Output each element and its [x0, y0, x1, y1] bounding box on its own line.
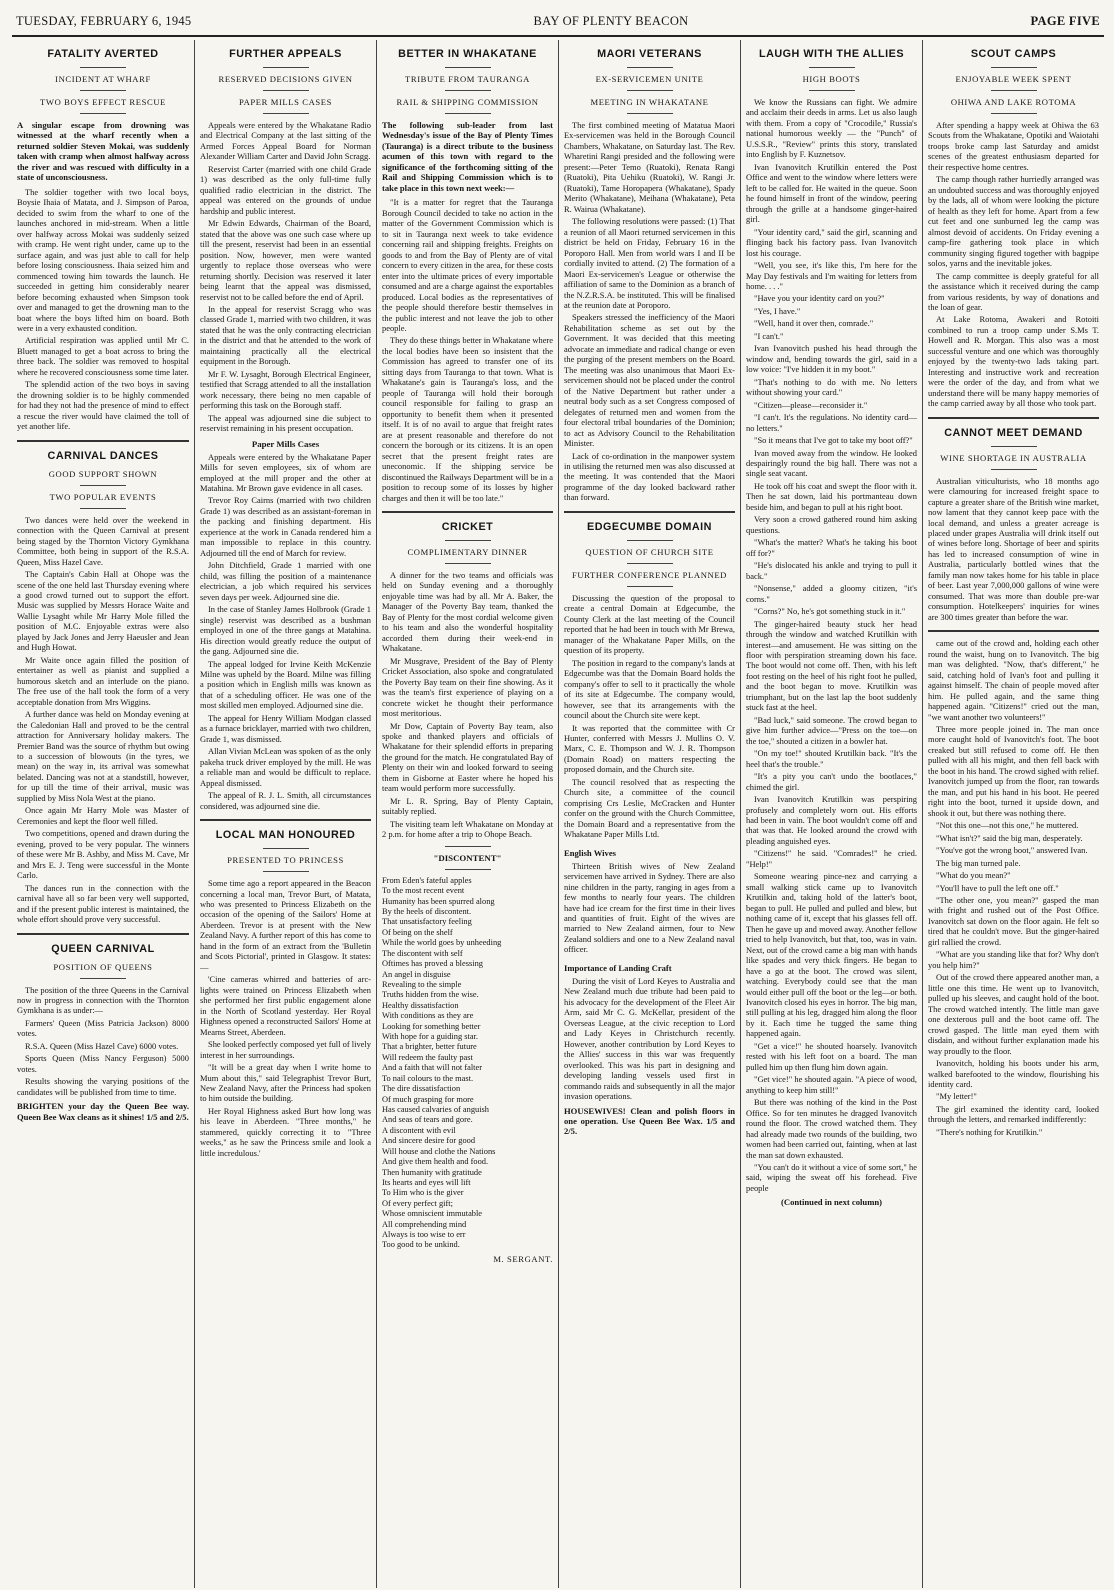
article-body-maori — [564, 120, 735, 503]
headline-fatality-averted: FATALITY AVERTED — [47, 48, 159, 60]
poem-line: To nail colours to the mast. — [382, 1073, 474, 1083]
housewives-ad: HOUSEWIVES! Clean and polish floors in one operation. Use Queen Bee Wax. 1/5 and 2/5. — [564, 1105, 735, 1137]
poem-line: And give them health and food. — [382, 1157, 489, 1167]
paragraph: Mr Dow, Captain of Poverty Bay team, also spoke and thanked players and officials of Whakatane for their splendid efforts in preparing the ground for the match. He congratulated Bay of Plenty on their win and looked forward to seeing them in Gisborne at Easter where he hoped his team would perform more successfully. — [382, 720, 553, 794]
paragraph: "Have you your identity card on you?" — [754, 293, 885, 304]
paragraph: The first combined meeting of Matatua Maori Ex-servicemen was held in the Borough Council Chambers, Whakatane, on Saturday last. The Rev. Wharetini Rangi presided and the following were present:—Peter Temo (Ruatoki), Renata Rangi (Ruatoki), Pita Uehiku (Ruatoki), W. Rangi Jr. (Ruatoki), Tame Horopapera (Whakatane), Spady Merito (Whakatane), Meihana (Whakatane), Peta R. Wairua (Whakatane). — [564, 120, 735, 214]
article-body-laugh-continued — [928, 638, 1099, 1137]
paragraph: "I can't. It's the regulations. No identity card—no letters." — [746, 412, 917, 433]
poem-line: A discontent with evil — [382, 1125, 456, 1135]
queen-bee-ad: BRIGHTEN your day the Queen Bee way. Queen Bee Wax cleans as it shines! 1/5 and 2/5. — [17, 1101, 189, 1122]
poem-line: Then humanity with gratitude — [382, 1167, 482, 1177]
poem-discontent — [382, 876, 553, 1251]
paragraph: At Lake Rotoma, Awakeri and Rotoiti combined to run a troop camp under S.Ms T. Howell and R. Morgan. This also was a most successful venture and one which was thoroughly enjoyed by the twenty-two lads taking part. Interesting and instructive work and recreation were the order of the day, and from what we understand there will be many happy memories of the camp carried away by all those who took part. — [928, 314, 1099, 409]
paragraph: "Well, you see, it's like this, I'm here for the May Day festivals and I'm waiting for letters from home. . . ." — [746, 260, 917, 291]
poem-line: Humanity has been spurred along — [382, 896, 495, 906]
paragraph: R.S.A. Queen (Miss Hazel Cave) 6000 votes. — [25, 1040, 179, 1051]
poem-line: Has caused calvaries of anguish — [382, 1104, 489, 1114]
paragraph: Discussing the question of the proposal to create a central Domain at Edgecumbe, the County Clerk at the last meeting of the Council reported that he had been in touch with Mr Brewa, manager of the Whakatane Paper Mills, on the question of its property. — [564, 592, 735, 656]
poem-line: Too good to be unkind. — [382, 1240, 460, 1250]
column-3 — [376, 40, 558, 1588]
paragraph: "What do you mean?" — [936, 870, 1011, 881]
paragraph: Ivanovitch, holding his boots under his arm, walked barefooted to the window, flourishing his identity card. — [928, 1058, 1099, 1089]
paragraph: Mr Musgrave, President of the Bay of Plenty Cricket Association, also spoke and congratulated the Poverty Bay team on their fine showing. As it was the team's first experience of playing on a concrete wicket he thought their performance most meritorious. — [382, 655, 553, 719]
headline-further-appeals: FURTHER APPEALS — [229, 48, 342, 60]
paragraph: We know the Russians can fight. We admire and acclaim their deeds in arms. Let us also laugh with them. From a copy of "Crocodile," Russia's national humorous weekly — the "Punch" of U.S.S.R., "Review" prints this story, translated into English by F. Kuznetsov. — [746, 97, 917, 160]
paragraph: came out of the crowd and, holding each other round the waist, hung on to Ivanovitch. The big man was delighted. "Now, that's different," he said, catching hold of Ivan's foot and pulling it against himself. The chain of people moved after him. He pulled again, and the same thing happened again. "Citizens!" cried out the man, "we want another two volunteers!" — [928, 638, 1099, 722]
paragraph: "Citizen—please—reconsider it." — [754, 399, 868, 410]
poem-line: Of every perfect gift; — [382, 1198, 453, 1208]
headline-cricket: CRICKET — [441, 520, 494, 533]
column-6 — [922, 40, 1104, 1588]
article-body-edgecumbe — [564, 593, 735, 840]
paragraph: "You'll have to pull the left one off." — [936, 882, 1059, 893]
paragraph: The position of the three Queens in the Carnival now in progress in connection with the Thornton Gymkhana is as under:— — [17, 984, 189, 1016]
headline-carnival-dances: CARNIVAL DANCES — [47, 449, 159, 462]
paragraph: Farmers' Queen (Miss Patricia Jackson) 8000 votes. — [17, 1017, 189, 1039]
paragraph: Artificial respiration was applied until Mr C. Bluett managed to get a boat across to bring the three back. The soldier was removed to hospital where he recovered consciousness some time later. — [17, 335, 189, 377]
subhead-presented-to-princess: PRESENTED TO PRINCESS — [227, 855, 344, 866]
paragraph: Ivan Ivanovitch Krutilkin was perspiring profusely and completely worn out. His efforts had been in vain. The boot wouldn't come off and that was that. He looked around the crowd with pleading anguished eyes. — [746, 794, 917, 846]
section-english-wives: English Wives — [564, 847, 616, 858]
poem-line: Of being on the shelf — [382, 927, 453, 937]
paragraph: "There's nothing for Krutilkin." — [936, 1126, 1043, 1137]
poem-line: Of much grasping for more — [382, 1094, 474, 1104]
article-body-local — [200, 878, 371, 1158]
paragraph: During the visit of Lord Keyes to Australia and New Zealand much due tribute had been paid to his advocacy for the development of the Fleet Air Arm, said Mr C. G. McKellar, president of the Overseas League, at the civic reception to Lord and Lady Keyes in Christchurch recently. However, another contribution by Lord Keyes to the Allies' success in this war was frequently overlooked. This was his part in designing and developing landing vessels used first in commando raids and subsequently in all the major invasion operations. — [564, 975, 735, 1102]
paragraph: Trevor Roy Cairns (married with two children Grade 1) was described as an assistant-foreman in the packing and finishing department. His experience at the work in Canada rendered him a man impossible to replace in this country. Adjourned till the end of March for review. — [200, 495, 371, 558]
article-body-scout — [928, 120, 1099, 409]
poem-line: The dire dissatisfaction — [382, 1084, 461, 1094]
poem-line: With conditions as they are — [382, 1011, 474, 1021]
headline-better-in-whakatane: BETTER IN WHAKATANE — [398, 48, 537, 60]
poem-line: Looking for something better — [382, 1021, 481, 1031]
paragraph: The appeal for Henry William Modgan classed as a furnace bricklayer, married with two children, Grade 1, was dismissed. — [200, 712, 371, 744]
poem-title: "DISCONTENT" — [433, 852, 502, 863]
paragraph: The girl examined the identity card, looked through the letters, and remarked indifferently: — [928, 1103, 1099, 1125]
subhead-good-support: GOOD SUPPORT SHOWN — [48, 468, 158, 479]
paragraph: She looked perfectly composed yet full of lively interest in her surroundings. — [200, 1039, 371, 1060]
paragraph: "The other one, you mean?" gasped the man with fright and rushed out of the Post Office. Ivanovitch sat down on the floor again. He felt so tired that he couldn't move. But the ginger-haired girl rallied the crowd. — [928, 895, 1099, 947]
column-1 — [12, 40, 194, 1588]
headline-laugh-with-allies: LAUGH WITH THE ALLIES — [758, 48, 905, 60]
paragraph: Allan Vivian McLean was spoken of as the only pakeha truck driver employed by the mill. He was a reliable man and would be difficult to replace. Appeal dismissed. — [200, 746, 371, 788]
poem-line: With hope for a guiding star. — [382, 1032, 478, 1042]
paragraph: "What's the matter? What's he taking his boot off for?" — [746, 537, 917, 558]
paragraph: John Ditchfield, Grade 1 married with one child, was filling the position of a maintenance electrician, a job which required his services seven days per week. Adjourned sine die. — [200, 560, 371, 602]
paragraph: The soldier together with two local boys, Boysie Ihaia of Matata, and J. Simpson of Paroa, decided to swim from the wharf to one of the launches anchored in mid-stream. When a little over halfway across Mokai was suddenly seized with cramp. He went right under, came up to the surface again, and was just able to call for help before losing consciousness. Ihaia seized him and commenced towing him towards the launch. He succeeded in getting him considerably nearer before becoming exhausted when Simpson took over and managed to get the drowning man to the boat where the boys lifted him on board. Both were in a very exhausted condition. — [17, 186, 189, 333]
paragraph: Ivan Ivanovitch pushed his head through the window and, bending towards the girl, said in a low voice: "I've hidden it in my boot." — [746, 343, 917, 375]
paragraph: Reservist Carter (married with one child Grade 1) was described as the only full-time fully qualified radio electrician in the district. The appeal was entered on the grounds of undue hardship and public interest. — [200, 163, 371, 216]
paragraph: "Yes, I have." — [754, 305, 801, 316]
column-5 — [740, 40, 922, 1588]
paragraph: He took off his coat and swept the floor with it. Then he sat down, laid his portmanteau down beside him, and began to pull at his right boot. — [746, 480, 917, 512]
poem-line: From Eden's fateful apples — [382, 875, 472, 885]
poem-line: Revealing to the simple — [382, 979, 462, 989]
section-landing-craft: Importance of Landing Craft — [564, 962, 672, 973]
column-4 — [558, 40, 740, 1588]
paragraph: Mr L. R. Spring, Bay of Plenty Captain, suitably replied. — [382, 795, 553, 817]
paragraph: "Well, hand it over then, comrade." — [754, 318, 874, 329]
paragraph: Speakers stressed the inefficiency of the Maori Rehabilitation scheme as set out by the Government. It was decided that this meeting advocate an immediate and radical change or even the purging of the present members on the Board. The meeting was also unanimous that Maori Ex-servicemen should not be placed under the control of the Native Department but rather under a neutral body such as a set Congress composed of delegates of returned men and women from the four electoral tribal boundaries of the Dominion; to act as Advisory Council to the Rehabilitation Minister. — [564, 312, 735, 449]
headline-maori-veterans: MAORI VETERANS — [597, 48, 702, 60]
article-body-better — [382, 197, 553, 503]
paragraph: The ginger-haired beauty stuck her head through the window and watched Krutilkin with interest—and amusement. He was sitting on the floor with perspiration streaming down his face. The boot would not come off. Then, with his left foot resting on the heel of his right foot he pulled, and the boot began to move. Krutilkin was triumphant, but on the last lap the boot suddenly stuck fast at the heel. — [746, 618, 917, 713]
paragraph: The Captain's Cabin Hall at Ohope was the scene of the one held last Thursday evening where a good crowd turned out to support the effort. Music was supplied by Messrs Horace Waite and Wallie Lysaght while Mr Harry Mole filled the position of M.C. Enjoyable extras were also played by Jack Jones and Jerry Haeusler and Jean and Hugh Howat. — [17, 569, 189, 653]
paragraph: The council resolved that as respecting the Church site, a committee of the council comprising Crs Leslie, McCracken and Hunter confer on the ground with the Church Committee, the Domain Board and a representative from the Whakatane Paper Mills Ltd. — [564, 776, 735, 840]
paragraph: "Bad luck," said someone. The crowd began to give him further advice—"Press on the toe—on the toe," shouted a citizen in a bowler hat. — [746, 714, 917, 746]
subhead-ohiwa-rotoma: OHIWA AND LAKE ROTOMA — [950, 97, 1077, 107]
poem-line: And seas of tears and gore. — [382, 1115, 473, 1125]
poem-line: To the most recent event — [382, 886, 465, 896]
paragraph: Australian viticulturists, who 18 months ago were clamouring for increased freight space to capture a greater share of the British wine market, now lament that they cannot keep pace with the local demand, and unless a greater acreage is placed under grapes Australia will drink itself out of wines before long. Shortage of beer and spirits has led to increased consumption of wine in Australia, particularly bottled wines that the family man now takes home for his table in place of beer. Last year 7,000,000 gallons of wine were consumed. That was more than double pre-war consumption. Hotelkeepers' inquiries for wines are 300 times greater than before the war. — [928, 475, 1099, 622]
article-body-appeals-2 — [200, 452, 371, 811]
paragraph: Lack of co-ordination in the manpower system in utilising the returned men was also discussed at the meeting. It was contended that the Maori programme of the day looked backward rather than forward. — [564, 450, 735, 503]
poem-line: And sincere desire for good — [382, 1136, 476, 1146]
paragraph: "You can't do it without a vice of some sort," he said, wiping the sweat off his forehead. Five people — [746, 1162, 917, 1193]
article-body-wives — [564, 861, 735, 955]
article-body-queen — [17, 985, 189, 1098]
headline-queen-carnival: QUEEN CARNIVAL — [51, 942, 155, 955]
paragraph: "Corns?" No, he's got something stuck in it." — [754, 606, 906, 617]
poem-author: M. SERGANT. — [493, 1253, 553, 1264]
paragraph: Mr Edwin Edwards, Chairman of the Board, stated that the above was one such case where up till the present, reservist had been in an essential position. Now, however, men were wanted urgently to replace those overseas who were returning shortly. Decision was reserved it later being learnt that the appeal was dismissed, reservist not to be called before the end of April. — [200, 218, 371, 302]
paragraph: Mr Waite once again filled the position of entertainer as well as pianist and supplied a humorous sketch and an interlude on the piano. The free use of the hall took the form of a very acceptable donation from Mrs Wiggins. — [17, 654, 189, 707]
paragraph: "Not this one—not this one," he muttered. — [936, 820, 1079, 831]
page-number: PAGE FIVE — [1030, 14, 1100, 28]
subhead-position-of-queens: POSITION OF QUEENS — [53, 961, 153, 972]
paragraph: The appeal lodged for Irvine Keith McKenzie Milne was upheld by the Board. Milne was filling a position which in English mills was known as that of a scheduling officer. He was one of the most skilled men employed. Adjourned sine die. — [200, 658, 371, 711]
poem-line: By the heels of discontent. — [382, 906, 472, 916]
paragraph: The splendid action of the two boys in saving the drowning soldier is to be highly commended for had they not had the presence of mind to effect a rescue the river would have claimed the toll of yet another life. — [17, 379, 189, 432]
paragraph: "It will be a great day when I write home to Mum about this," said Telegraphist Trevor Burt, New Zealand Navy, after the Princess had spoken to him outside the building. — [200, 1062, 371, 1104]
paragraph: Appeals were entered by the Whakatane Radio and Electrical Company at the last sitting of the Armed Forces Appeal Board for Norman Alexander William Carter and David John Scragg. — [200, 120, 371, 162]
poem-line: And a faith that will not falter — [382, 1063, 483, 1073]
paragraph: Results showing the varying positions of the candidates will be published from time to time. — [17, 1076, 189, 1097]
paragraph: The dances run in the connection with the carnival have all so far been very well supported, and if the present public interest is maintained, the whole effort should prove very successful. — [17, 882, 189, 925]
subhead-tribute-tauranga: TRIBUTE FROM TAURANGA — [405, 74, 530, 84]
headline-scout-camps: SCOUT CAMPS — [970, 48, 1057, 60]
subhead-reserved-decisions: RESERVED DECISIONS GIVEN — [218, 74, 353, 84]
poem-line: Will redeem the faulty past — [382, 1052, 473, 1062]
column-2 — [194, 40, 376, 1588]
lead-paragraph: The following sub-leader from last Wednesday's issue of the Bay of Plenty Times (Tauranga) is a direct tribute to the business acumen of this town with regard to the significance of the forthcoming sitting of the Rail and Shipping Commission which is to take place in this town next week:— — [382, 120, 553, 193]
subhead-two-boys: TWO BOYS EFFECT RESCUE — [40, 97, 166, 107]
masthead — [12, 14, 1104, 37]
continued-note: (Continued in next column) — [781, 1197, 882, 1208]
paragraph: Two competitions, opened and drawn during the evening, proved to be very popular. The winners of these were Mr B. Ashby, and Miss M. Cave, Mr and Mrs E. J. Teng were successful in the Monte Carlo. — [17, 828, 189, 881]
poem-line: An angel in disguise — [382, 969, 451, 979]
headline-cannot-meet-demand: CANNOT MEET DEMAND — [944, 426, 1083, 439]
paragraph: "Get a vice!" he shouted hoarsely. Ivanovitch rested with his left foot on a board. The man pulled him up then flung him down again. — [746, 1040, 917, 1072]
paragraph: The camp committee is deeply grateful for all the assistance which it received during the camp from various residents, by way of donations and the loan of gear. — [928, 270, 1099, 312]
paragraph: "On my toe!" shouted Krutilkin back. "It's the heel that's the trouble." — [746, 748, 917, 769]
paragraph: In the appeal for reservist Scragg who was classed Grade 1, married with two children, it was stated that he was the only contracting electrician in the district and that he attended to the work of maintaining practically all the electrical equipment in the Borough. — [200, 303, 371, 367]
poem-line: Oftimes has proved a blessing — [382, 959, 483, 969]
paragraph: Appeals were entered by the Whakatane Paper Mills for seven employees, six of whom are employed at the mill proper and the other at Matahina. Mr Brown gave evidence in all cases. — [200, 451, 371, 493]
paragraph: "Your identity card," said the girl, scanning and flinging back his factory pass. Ivan Ivanovitch lost his courage. — [746, 226, 917, 258]
headline-edgecumbe-domain: EDGECUMBE DOMAIN — [587, 520, 712, 533]
poem-line: Will house and clothe the Nations — [382, 1146, 496, 1156]
paragraph: "Get vice!" he shouted again. "A piece of wood, anything to keep him still!" — [746, 1074, 917, 1095]
paragraph: Two dances were held over the weekend in connection with the Queen Carnival at present being staged by the Thornton Victory Gymkhana Committee, both being in support of the R.S.A. Queen, Miss Hazel Cave. — [17, 514, 189, 567]
article-body-demand — [928, 476, 1099, 623]
poem-line: Truths hidden from the wise. — [382, 990, 479, 1000]
paragraph: "It's a pity you can't undo the bootlaces," chimed the girl. — [746, 771, 917, 792]
paragraph: Out of the crowd there appeared another man, a little one this time. He went up to Ivanovitch, pulled up his sleeves, and caught hold of the boot. The crowd watched intently. The little man gave one dexterous pull and the boot came off. The crowd gasped. The little man eyed them with disdain, and without further explanation made his way proudly to the floor. — [928, 972, 1099, 1056]
subhead-enjoyable-week: ENJOYABLE WEEK SPENT — [955, 74, 1072, 84]
paragraph: Sports Queen (Miss Nancy Ferguson) 5000 votes. — [17, 1053, 189, 1074]
article-body-fatality — [17, 187, 189, 432]
paragraph: 'Cine cameras whirred and batteries of arc-lights were trained on Princess Elizabeth when she performed her first public engagement alone in the North of Scotland yesterday. Her Royal Highness opened a reconstructed Sailors' Home at Mearns Street, Aberdeen. — [200, 974, 371, 1037]
paragraph: "That's nothing to do with me. No letters without showing your card." — [746, 376, 917, 398]
poem-line: That a brighter, better future — [382, 1042, 477, 1052]
paragraph: Mr F. W. Lysaght, Borough Electrical Engineer, testified that Scragg attended to all the installation work necessary, there being no men capable of performing this task on the Borough staff. — [200, 368, 371, 411]
article-body-appeals — [200, 120, 371, 434]
paragraph: A dinner for the two teams and officials was held on Sunday evening and a thoroughly enjoyable time was had by all. Mr A. Baker, the Manager of the Poverty Bay team, thanked the Bay of Plenty for the most cordial welcome given to his team and also the wonderful hospitality accorded them during their week-end in Whakatane. — [382, 569, 553, 654]
subhead-paper-mills-cases: PAPER MILLS CASES — [239, 97, 332, 107]
subhead-further-conference: FURTHER CONFERENCE PLANNED — [572, 569, 727, 580]
poem-line: While the world goes by unheeding — [382, 938, 502, 948]
poem-line: All comprehending mind — [382, 1219, 467, 1229]
subhead-incident-at-wharf: INCIDENT AT WHARF — [55, 74, 151, 84]
paragraph: The following resolutions were passed: (1) That a reunion of all Maori returned servicemen in this district be held on Friday, February 16 in the Poroporo Hall. Men from world wars I and II be cordially invited to attend. (2) The formation of a Maori Ex-servicemen's League or otherwise the affiliation of same to the Dominion as a branch of the N.Z.R.S.A. be instituted. This will be finalised at the reunion date at Poroporo. — [564, 216, 735, 310]
paragraph: After spending a happy week at Ohiwa the 63 Scouts from the Whakatane, Opotiki and Waiotahi troops broke camp last Saturday and amidst scenes of the greatest enthusiasm departed for their respective home centres. — [928, 120, 1099, 172]
paragraph: "My letter!" — [936, 1091, 977, 1102]
subhead-high-boots: HIGH BOOTS — [802, 74, 861, 84]
poem-line: To Him who is the giver — [382, 1188, 464, 1198]
poem-line: Its hearts and eyes will lift — [382, 1177, 471, 1187]
poem-line: Healthy dissatisfaction — [382, 1000, 459, 1010]
paragraph: But there was nothing of the kind in the Post Office. So for ten minutes he dragged Ivanovitch round the floor. The crowd watched them. They had already made two rounds of the building, two women had been carried out, fainting, when at last the man sat down exhausted. — [746, 1097, 917, 1160]
poem-line: The discontent with self — [382, 948, 463, 958]
paragraph: Her Royal Highness asked Burt how long was his leave in Aberdeen. "Three months," he stammered, quickly correcting it to "Three weeks," as he saw the Princess smile and look a little incredulous.' — [200, 1105, 371, 1158]
poem-line: That unsatisfactory feeling — [382, 917, 472, 927]
paragraph: "He's dislocated his ankle and trying to pull it back." — [746, 560, 917, 581]
section-paper-mills: Paper Mills Cases — [251, 438, 320, 449]
paragraph: Some time ago a report appeared in the Beacon concerning a local man, Trevor Burt, of Matata, who was presented to Princess Elizabeth on the occasion of the opening of the Sailors' Home at Aberdeen. Trevor is at present with the New Zealand Navy. A further report of this has come to hand in the form of an extract from the 'Bulletin and Scots Pictorial', printed in Glasgow. It states:— — [200, 878, 371, 972]
paragraph: "Nonsense," added a gloomy citizen, "it's corns." — [746, 583, 917, 604]
columns — [12, 40, 1104, 1588]
paragraph: Ivan Ivanovitch Krutilkin entered the Post Office and went to the window where letters were left to be called for. He waited in the queue. Soon he found himself in front of the window, peering through the grille at a handsome ginger-haired girl. — [746, 161, 917, 225]
article-body-cricket — [382, 570, 553, 840]
paragraph: "Citizens!" he said. "Comrades!" he cried. "Help!" — [746, 848, 917, 869]
paragraph: "What isn't?" said the big man, desperately. — [936, 832, 1083, 843]
paragraph: A further dance was held on Monday evening at the Caledonian Hall and proved to be the central attraction for Anniversary holiday makers. The Premier Band was the source of rhythm but owing to a succession of blowouts (in the tyres, we mean) on the way in, its arrival was somewhat belated. Dancing was not at a standstill, however, for up till the time of their arrival, music was supplied by Miss Nola West at the piano. — [17, 709, 189, 803]
paragraph: "What are you standing like that for? Why don't you help him?" — [928, 949, 1099, 970]
paragraph: Once again Mr Harry Mole was Master of Ceremonies and kept the floor well filled. — [17, 805, 189, 826]
paragraph: The appeal was adjourned sine die subject to reservist remaining in his present occupation. — [200, 412, 371, 434]
lead-paragraph: A singular escape from drowning was witnessed at the wharf recently when a returned soldier Steven Mokai, was suddenly taken with cramp when almost halfway across the river and was rescued with difficulty in a state of unconsciousness. — [17, 120, 189, 183]
subhead-rail-shipping: RAIL & SHIPPING COMMISSION — [396, 97, 539, 107]
paragraph: The position in regard to the company's lands at Edgecumbe was that the Domain Board holds the company's offer to sell to it practically the whole of its site at Edgecumbe. The company would, however, see that its arrangements with the council about the Church site were kept. — [564, 657, 735, 721]
paragraph: Ivan moved away from the window. He looked despairingly round the big hall. There was not a single seat vacant. — [746, 447, 917, 479]
paragraph: Three more people joined in. The man once more caught hold of Ivanovitch's foot. The boot creaked but still refused to come off. He then pulled with all his might, and then fell back with the boot in his hand. The crowd sighed with relief. Ivanovitch jumped up from the floor, ran towards the man, and put his hand in his boot. He peered right into the boot, turned it upside down, and shook it out, but there was nothing there. — [928, 723, 1099, 818]
paragraph: "So it means that I've got to take my boot off?" — [754, 435, 913, 446]
poem-line: Whose omniscient immutable — [382, 1209, 483, 1219]
poem-line: Always is too wise to err — [382, 1230, 466, 1240]
subhead-ex-servicemen: EX-SERVICEMEN UNITE — [595, 74, 704, 84]
paragraph: It was reported that the committee with Cr Hunter, conferred with Messrs J. Mullins O. V. Marx, C. E. Thompson and W. J. R. Thompson (Domain Road) on matters respecting the proposed domain, and the Church site. — [564, 722, 735, 775]
subhead-wine-shortage: WINE SHORTAGE IN AUSTRALIA — [940, 452, 1087, 463]
paragraph: The camp though rather hurriedly arranged was an undoubted success and was thoroughly enjoyed by the lads, all of whom were looking the picture of health as they left for home. Apart from a few cut feet and one sunburned leg the camp was almost devoid of accidents. On Friday evening a camp-fire gathering took place in which community singing figured together with bagpipe solos, yarns and the inevitable jokes. — [928, 174, 1099, 269]
paragraph: "You've got the wrong boot," answered Ivan. — [936, 845, 1088, 856]
article-body-laugh — [746, 97, 917, 1193]
paragraph: "It is a matter for regret that the Tauranga Borough Council decided to take no action in the matter of the Government Commission which is to sit in Tauranga next week to take evidence concerning rail and shipping freights. Freights on goods to and from the Bay of Plenty are of vital concern to every citizen in the area, for these costs enter into the ultimate prices of every importable consumed and are a charge against the exportables produced. Local bodies as the representatives of the people should therefore bestir themselves in the public interest and not leave the job to other people. — [382, 197, 553, 334]
headline-local-man-honoured: LOCAL MAN HONOURED — [215, 829, 356, 842]
paragraph: The appeal of R. J. L. Smith, all circumstances considered, was adjourned sine die. — [200, 790, 371, 811]
paragraph: Thirteen British wives of New Zealand servicemen have arrived in Sydney. There are also nine children in the party, ranging in ages from a few months to nearly four years. The children have had ice cream for the first time in their lives and quantities of fruit. Eight of the wives are married to New Zealand airmen, four to New Zealand soldiers and one to a New Zealand naval officer. — [564, 860, 735, 955]
subhead-two-popular-events: TWO POPULAR EVENTS — [49, 491, 157, 502]
paragraph: The visiting team left Whakatane on Monday at 2 p.m. for home after a trip to Ohope Beach. — [382, 818, 553, 840]
article-body-landing — [564, 976, 735, 1102]
paragraph: Someone wearing pince-nez and carrying a small walking stick came up to Ivanovitch Krutilkin and, taking hold of the latter's boot, began to pull. He pulled and pulled and blew, but nothing came of it, except that his glasses fell off. Then he gave up and moved away. Another fellow tried to help Ivanovitch, but that, too, was in vain. Next, out of the crowd came a big man with hands like spades and very thick fingers. He began to have a go at the boot. The crowd was silent, watching. Everybody could see that the man would either pull off the boot or the leg—or both. Ivanovitch closed his eyes in horror. The big man, still pulling at his leg, dragged him along the floor by it. Each time he tugged the same thing happened again. — [746, 871, 917, 1039]
subhead-complimentary-dinner: COMPLIMENTARY DINNER — [407, 546, 528, 557]
subhead-church-site: QUESTION OF CHURCH SITE — [585, 546, 714, 557]
article-body-carnival — [17, 515, 189, 925]
subhead-meeting: MEETING IN WHAKATANE — [590, 97, 709, 107]
paragraph: In the case of Stanley James Holbrook (Grade 1 single) reservist was described as a bushman employed in one of the three gangs at Matahina. His direction would greatly reduce the output of the gang. Adjourned sine die. — [200, 604, 371, 657]
issue-date: TUESDAY, FEBRUARY 6, 1945 — [16, 14, 192, 28]
paper-name: BAY OF PLENTY BEACON — [533, 14, 689, 28]
paragraph: Very soon a crowd gathered round him asking questions. — [746, 514, 917, 535]
paragraph: They do these things better in Whakatane where the local bodies have been so insistent that the Commission has agreed to transfer one of its sitting days from Tauranga to that town. What is Whakatane's gain is Tauranga's loss, and the people of Tauranga will hold their borough council responsible for failing to grasp an opportunity to benefit them when it presented itself. It is of no avail to argue that freight rates are at present reasonable and therefore do not concern the borough or its citizens. It is an open secret that the present freight rates are uneconomic. If the shipping service be discontinued the Railways Department will be in a position to recoup some of its losses by higher charges and then it will be too late." — [382, 335, 553, 503]
paragraph: "I can't." — [754, 330, 784, 341]
paragraph: The big man turned pale. — [936, 857, 1021, 868]
